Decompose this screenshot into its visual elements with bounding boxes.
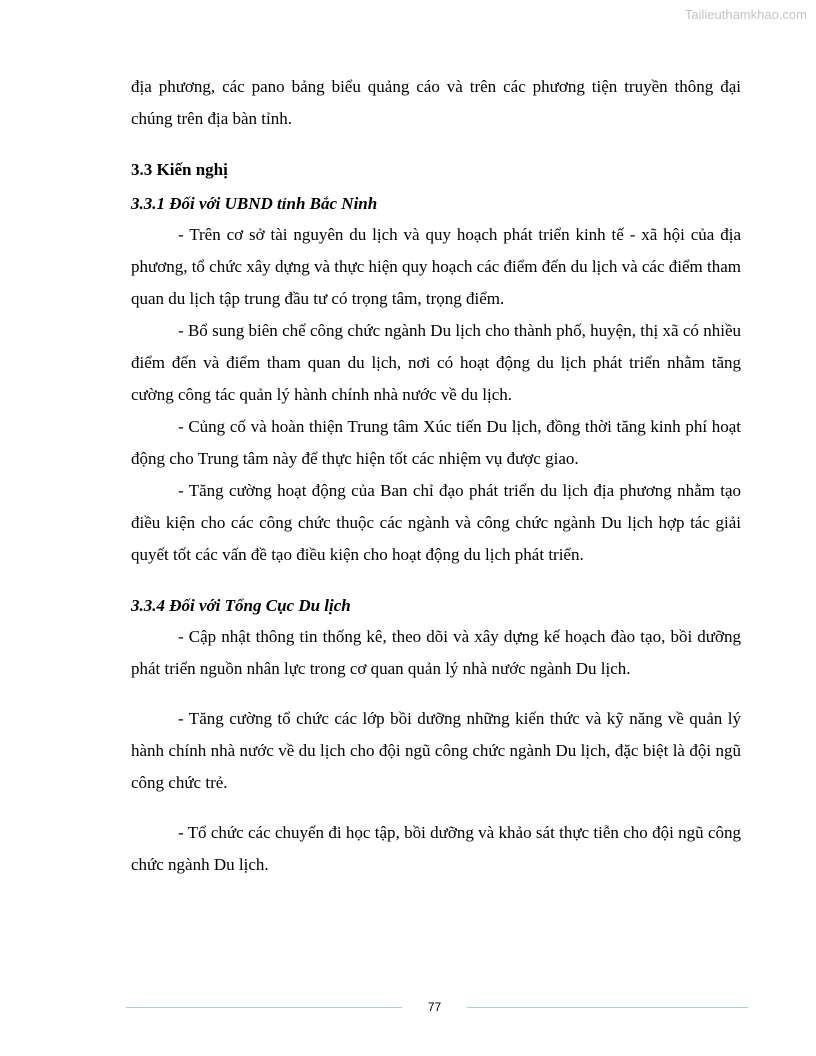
paragraph: - Củng cố và hoàn thiện Trung tâm Xúc tiến Du lịch, đồng thời tăng kinh phí hoạt động cho Trung tâm này để thực hiện tốt các nhiệm vụ được giao. [131,417,741,468]
paragraph: - Trên cơ sở tài nguyên du lịch và quy hoạch phát triển kinh tế - xã hội của địa phương, tổ chức xây dựng và thực hiện quy hoạch các điểm đến du lịch và các điểm tham quan du lịch tập trung đầu tư có trọng tâm, trọng điểm. [131,225,741,308]
document-body [131,71,741,881]
subsection-heading-2: 3.3.4 Đối với Tổng Cục Du lịch [131,596,351,615]
section-heading: 3.3 Kiến nghị [131,160,228,179]
watermark: Tailieuthamkhao.com [684,7,807,22]
subsection-heading-1: 3.3.1 Đối với UBND tỉnh Bắc Ninh [131,194,378,213]
paragraph: - Tăng cường tổ chức các lớp bồi dưỡng những kiến thức và kỹ năng về quản lý hành chính nhà nước về du lịch cho đội ngũ công chức ngành Du lịch, đặc biệt là đội ngũ công chức trẻ. [131,709,741,792]
page-number: 77 [427,1000,442,1014]
footer-divider-left [126,1007,402,1008]
paragraph: - Tổ chức các chuyến đi học tập, bồi dưỡng và khảo sát thực tiễn cho đội ngũ công chức ngành Du lịch. [131,823,741,874]
intro-paragraph: địa phương, các pano bảng biểu quảng cáo và trên các phương tiện truyền thông đại chúng trên địa bàn tỉnh. [131,77,741,128]
paragraph: - Bổ sung biên chế công chức ngành Du lịch cho thành phố, huyện, thị xã có nhiều điểm đến và điểm tham quan du lịch, nơi có hoạt động du lịch phát triển nhằm tăng cường công tác quản lý hành chính nhà nước về du lịch. [131,321,741,404]
footer-divider-right [467,1007,748,1008]
paragraph: - Tăng cường hoạt động của Ban chỉ đạo phát triển du lịch địa phương nhằm tạo điều kiện cho các công chức thuộc các ngành và công chức ngành Du lịch hợp tác giải quyết tốt các vấn đề tạo điều kiện cho hoạt động du lịch phát triển. [131,481,741,564]
page-footer [126,999,748,1015]
paragraph: - Cập nhật thông tin thống kê, theo dõi và xây dựng kế hoạch đào tạo, bồi dưỡng phát triển nguồn nhân lực trong cơ quan quản lý nhà nước ngành Du lịch. [131,627,741,678]
